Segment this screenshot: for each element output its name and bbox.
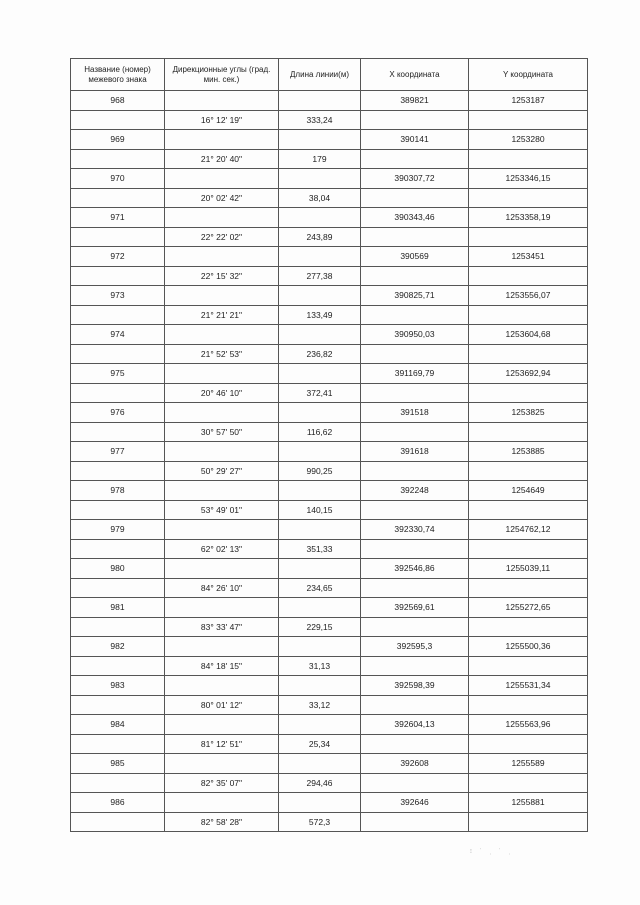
- cell-y-coordinate: [469, 149, 588, 169]
- cell-line-length: [279, 286, 361, 306]
- cell-y-coordinate: [469, 422, 588, 442]
- cell-y-coordinate: [469, 773, 588, 793]
- cell-direction-angle: 84° 26' 10": [165, 578, 279, 598]
- cell-direction-angle: 22° 15' 32": [165, 266, 279, 286]
- cell-direction-angle: [165, 325, 279, 345]
- cell-x-coordinate: [361, 500, 469, 520]
- cell-direction-angle: 83° 33' 47": [165, 617, 279, 637]
- table-row: [71, 754, 588, 774]
- table-row: [71, 383, 588, 403]
- cell-point-name: [71, 110, 165, 130]
- cell-direction-angle: [165, 520, 279, 540]
- cell-x-coordinate: [361, 422, 469, 442]
- cell-point-name: 973: [71, 286, 165, 306]
- cell-line-length: 140,15: [279, 500, 361, 520]
- cell-direction-angle: 16° 12' 19": [165, 110, 279, 130]
- cell-y-coordinate: 1253885: [469, 442, 588, 462]
- cell-line-length: 243,89: [279, 227, 361, 247]
- cell-direction-angle: [165, 637, 279, 657]
- cell-x-coordinate: [361, 266, 469, 286]
- table-row: [71, 656, 588, 676]
- cell-line-length: [279, 559, 361, 579]
- cell-line-length: [279, 325, 361, 345]
- cell-line-length: [279, 598, 361, 618]
- handwritten-marks: ⁝ ˙ ˌ ˙ ˌ: [470, 849, 514, 855]
- cell-direction-angle: 82° 58' 28": [165, 812, 279, 832]
- cell-y-coordinate: 1253604,68: [469, 325, 588, 345]
- cell-line-length: [279, 169, 361, 189]
- table-row: [71, 305, 588, 325]
- table-row: [71, 344, 588, 364]
- cell-line-length: [279, 793, 361, 813]
- cell-line-length: [279, 715, 361, 735]
- table-row: [71, 149, 588, 169]
- cell-y-coordinate: [469, 305, 588, 325]
- cell-y-coordinate: [469, 812, 588, 832]
- header-direction-angle: Дирекционные углы (град. мин. сек.): [165, 59, 279, 91]
- table-row: [71, 325, 588, 345]
- cell-direction-angle: [165, 559, 279, 579]
- cell-line-length: 38,04: [279, 188, 361, 208]
- cell-x-coordinate: [361, 773, 469, 793]
- cell-x-coordinate: 392546,86: [361, 559, 469, 579]
- cell-x-coordinate: 390343,46: [361, 208, 469, 228]
- cell-x-coordinate: 392598,39: [361, 676, 469, 696]
- cell-point-name: [71, 734, 165, 754]
- cell-direction-angle: [165, 247, 279, 267]
- cell-line-length: 236,82: [279, 344, 361, 364]
- cell-line-length: 294,46: [279, 773, 361, 793]
- cell-y-coordinate: 1255563,96: [469, 715, 588, 735]
- cell-point-name: 969: [71, 130, 165, 150]
- cell-line-length: [279, 481, 361, 501]
- table-row: [71, 637, 588, 657]
- cell-point-name: [71, 461, 165, 481]
- cell-direction-angle: 20° 02' 42": [165, 188, 279, 208]
- coordinates-table: [70, 58, 588, 832]
- cell-line-length: 33,12: [279, 695, 361, 715]
- table-row: [71, 364, 588, 384]
- table-row: [71, 91, 588, 111]
- table-row: [71, 110, 588, 130]
- cell-x-coordinate: [361, 578, 469, 598]
- cell-x-coordinate: 392608: [361, 754, 469, 774]
- cell-x-coordinate: [361, 383, 469, 403]
- table-row: [71, 442, 588, 462]
- cell-line-length: [279, 442, 361, 462]
- header-y-coordinate: Y координата: [469, 59, 588, 91]
- table-row: [71, 130, 588, 150]
- table-row: [71, 247, 588, 267]
- cell-point-name: [71, 149, 165, 169]
- cell-line-length: 234,65: [279, 578, 361, 598]
- cell-direction-angle: [165, 715, 279, 735]
- cell-line-length: 372,41: [279, 383, 361, 403]
- cell-point-name: [71, 422, 165, 442]
- cell-point-name: 982: [71, 637, 165, 657]
- cell-point-name: [71, 695, 165, 715]
- cell-y-coordinate: [469, 695, 588, 715]
- table-header-row: [71, 59, 588, 91]
- cell-direction-angle: 62° 02' 13": [165, 539, 279, 559]
- cell-point-name: [71, 305, 165, 325]
- cell-y-coordinate: 1255589: [469, 754, 588, 774]
- cell-direction-angle: 22° 22' 02": [165, 227, 279, 247]
- cell-x-coordinate: [361, 695, 469, 715]
- cell-point-name: 975: [71, 364, 165, 384]
- cell-direction-angle: [165, 793, 279, 813]
- cell-y-coordinate: 1255500,36: [469, 637, 588, 657]
- cell-x-coordinate: [361, 461, 469, 481]
- cell-point-name: 970: [71, 169, 165, 189]
- cell-x-coordinate: [361, 188, 469, 208]
- cell-point-name: 972: [71, 247, 165, 267]
- cell-x-coordinate: 390950,03: [361, 325, 469, 345]
- cell-point-name: 971: [71, 208, 165, 228]
- table-row: [71, 793, 588, 813]
- cell-x-coordinate: [361, 734, 469, 754]
- cell-x-coordinate: 391518: [361, 403, 469, 423]
- cell-direction-angle: 21° 20' 40": [165, 149, 279, 169]
- cell-line-length: 351,33: [279, 539, 361, 559]
- header-line-length: Длина линии(м): [279, 59, 361, 91]
- cell-line-length: 277,38: [279, 266, 361, 286]
- header-point-name: Название (номер) межевого знака: [71, 59, 165, 91]
- table-row: [71, 559, 588, 579]
- cell-y-coordinate: 1255531,34: [469, 676, 588, 696]
- cell-x-coordinate: [361, 656, 469, 676]
- cell-direction-angle: 80° 01' 12": [165, 695, 279, 715]
- cell-x-coordinate: 392604,13: [361, 715, 469, 735]
- cell-point-name: [71, 812, 165, 832]
- cell-point-name: 968: [71, 91, 165, 111]
- cell-x-coordinate: 390307,72: [361, 169, 469, 189]
- cell-y-coordinate: 1253825: [469, 403, 588, 423]
- cell-y-coordinate: [469, 578, 588, 598]
- cell-point-name: [71, 266, 165, 286]
- cell-line-length: [279, 676, 361, 696]
- cell-x-coordinate: [361, 539, 469, 559]
- cell-y-coordinate: [469, 188, 588, 208]
- cell-y-coordinate: 1253556,07: [469, 286, 588, 306]
- table-row: [71, 227, 588, 247]
- cell-point-name: 978: [71, 481, 165, 501]
- cell-direction-angle: 82° 35' 07": [165, 773, 279, 793]
- table-row: [71, 169, 588, 189]
- cell-y-coordinate: [469, 110, 588, 130]
- cell-line-length: 333,24: [279, 110, 361, 130]
- cell-point-name: [71, 500, 165, 520]
- cell-point-name: 977: [71, 442, 165, 462]
- cell-line-length: 133,49: [279, 305, 361, 325]
- table-row: [71, 286, 588, 306]
- cell-direction-angle: [165, 169, 279, 189]
- table-row: [71, 715, 588, 735]
- cell-point-name: [71, 188, 165, 208]
- cell-direction-angle: 84° 18' 15": [165, 656, 279, 676]
- cell-x-coordinate: 390825,71: [361, 286, 469, 306]
- cell-direction-angle: [165, 364, 279, 384]
- table-row: [71, 188, 588, 208]
- cell-y-coordinate: [469, 500, 588, 520]
- cell-point-name: [71, 773, 165, 793]
- cell-line-length: 990,25: [279, 461, 361, 481]
- cell-point-name: 983: [71, 676, 165, 696]
- cell-x-coordinate: 390141: [361, 130, 469, 150]
- cell-y-coordinate: 1253451: [469, 247, 588, 267]
- cell-line-length: [279, 403, 361, 423]
- table-row: [71, 812, 588, 832]
- cell-direction-angle: 21° 52' 53": [165, 344, 279, 364]
- cell-y-coordinate: [469, 227, 588, 247]
- cell-y-coordinate: 1253280: [469, 130, 588, 150]
- cell-line-length: [279, 91, 361, 111]
- cell-line-length: 25,34: [279, 734, 361, 754]
- table-row: [71, 266, 588, 286]
- cell-point-name: [71, 539, 165, 559]
- table-row: [71, 208, 588, 228]
- cell-point-name: [71, 383, 165, 403]
- cell-direction-angle: 21° 21' 21": [165, 305, 279, 325]
- cell-x-coordinate: 392595,3: [361, 637, 469, 657]
- cell-y-coordinate: 1253358,19: [469, 208, 588, 228]
- table-row: [71, 734, 588, 754]
- cell-direction-angle: 81° 12' 51": [165, 734, 279, 754]
- cell-direction-angle: [165, 208, 279, 228]
- cell-y-coordinate: [469, 656, 588, 676]
- cell-y-coordinate: [469, 383, 588, 403]
- cell-y-coordinate: 1254762,12: [469, 520, 588, 540]
- cell-y-coordinate: [469, 461, 588, 481]
- cell-y-coordinate: [469, 266, 588, 286]
- cell-x-coordinate: [361, 305, 469, 325]
- table-row: [71, 500, 588, 520]
- cell-direction-angle: 53° 49' 01": [165, 500, 279, 520]
- cell-point-name: 976: [71, 403, 165, 423]
- cell-point-name: 984: [71, 715, 165, 735]
- table-row: [71, 617, 588, 637]
- cell-point-name: 985: [71, 754, 165, 774]
- cell-line-length: 229,15: [279, 617, 361, 637]
- cell-x-coordinate: 391618: [361, 442, 469, 462]
- cell-direction-angle: [165, 130, 279, 150]
- table-row: [71, 539, 588, 559]
- cell-x-coordinate: 391169,79: [361, 364, 469, 384]
- cell-x-coordinate: 392646: [361, 793, 469, 813]
- cell-x-coordinate: [361, 227, 469, 247]
- cell-point-name: 979: [71, 520, 165, 540]
- cell-line-length: 572,3: [279, 812, 361, 832]
- cell-line-length: 31,13: [279, 656, 361, 676]
- table-row: [71, 598, 588, 618]
- table-row: [71, 422, 588, 442]
- cell-x-coordinate: [361, 812, 469, 832]
- cell-point-name: [71, 578, 165, 598]
- cell-x-coordinate: [361, 110, 469, 130]
- cell-line-length: [279, 637, 361, 657]
- cell-x-coordinate: 390569: [361, 247, 469, 267]
- cell-line-length: [279, 520, 361, 540]
- cell-point-name: [71, 227, 165, 247]
- cell-direction-angle: [165, 598, 279, 618]
- cell-y-coordinate: 1255039,11: [469, 559, 588, 579]
- table-row: [71, 676, 588, 696]
- cell-point-name: [71, 656, 165, 676]
- cell-line-length: 116,62: [279, 422, 361, 442]
- cell-line-length: [279, 208, 361, 228]
- cell-x-coordinate: 392248: [361, 481, 469, 501]
- cell-y-coordinate: [469, 617, 588, 637]
- cell-y-coordinate: 1253187: [469, 91, 588, 111]
- cell-y-coordinate: 1253692,94: [469, 364, 588, 384]
- table-row: [71, 695, 588, 715]
- cell-x-coordinate: [361, 149, 469, 169]
- cell-y-coordinate: [469, 539, 588, 559]
- cell-direction-angle: [165, 442, 279, 462]
- cell-direction-angle: 20° 46' 10": [165, 383, 279, 403]
- cell-direction-angle: [165, 403, 279, 423]
- cell-point-name: [71, 617, 165, 637]
- table-row: [71, 461, 588, 481]
- cell-x-coordinate: [361, 617, 469, 637]
- cell-y-coordinate: 1255272,65: [469, 598, 588, 618]
- cell-direction-angle: [165, 91, 279, 111]
- cell-x-coordinate: 389821: [361, 91, 469, 111]
- cell-y-coordinate: [469, 344, 588, 364]
- cell-y-coordinate: 1255881: [469, 793, 588, 813]
- cell-line-length: [279, 247, 361, 267]
- cell-direction-angle: [165, 286, 279, 306]
- cell-point-name: 980: [71, 559, 165, 579]
- cell-x-coordinate: [361, 344, 469, 364]
- cell-direction-angle: 30° 57' 50": [165, 422, 279, 442]
- cell-line-length: 179: [279, 149, 361, 169]
- table-row: [71, 403, 588, 423]
- cell-y-coordinate: 1253346,15: [469, 169, 588, 189]
- header-x-coordinate: X координата: [361, 59, 469, 91]
- cell-point-name: 981: [71, 598, 165, 618]
- cell-y-coordinate: [469, 734, 588, 754]
- cell-direction-angle: [165, 676, 279, 696]
- cell-direction-angle: [165, 754, 279, 774]
- cell-point-name: 986: [71, 793, 165, 813]
- cell-line-length: [279, 754, 361, 774]
- cell-y-coordinate: 1254649: [469, 481, 588, 501]
- table-row: [71, 481, 588, 501]
- cell-x-coordinate: 392569,61: [361, 598, 469, 618]
- table-row: [71, 773, 588, 793]
- cell-line-length: [279, 130, 361, 150]
- cell-direction-angle: [165, 481, 279, 501]
- cell-point-name: [71, 344, 165, 364]
- cell-direction-angle: 50° 29' 27": [165, 461, 279, 481]
- table-row: [71, 520, 588, 540]
- cell-point-name: 974: [71, 325, 165, 345]
- table-row: [71, 578, 588, 598]
- cell-x-coordinate: 392330,74: [361, 520, 469, 540]
- cell-line-length: [279, 364, 361, 384]
